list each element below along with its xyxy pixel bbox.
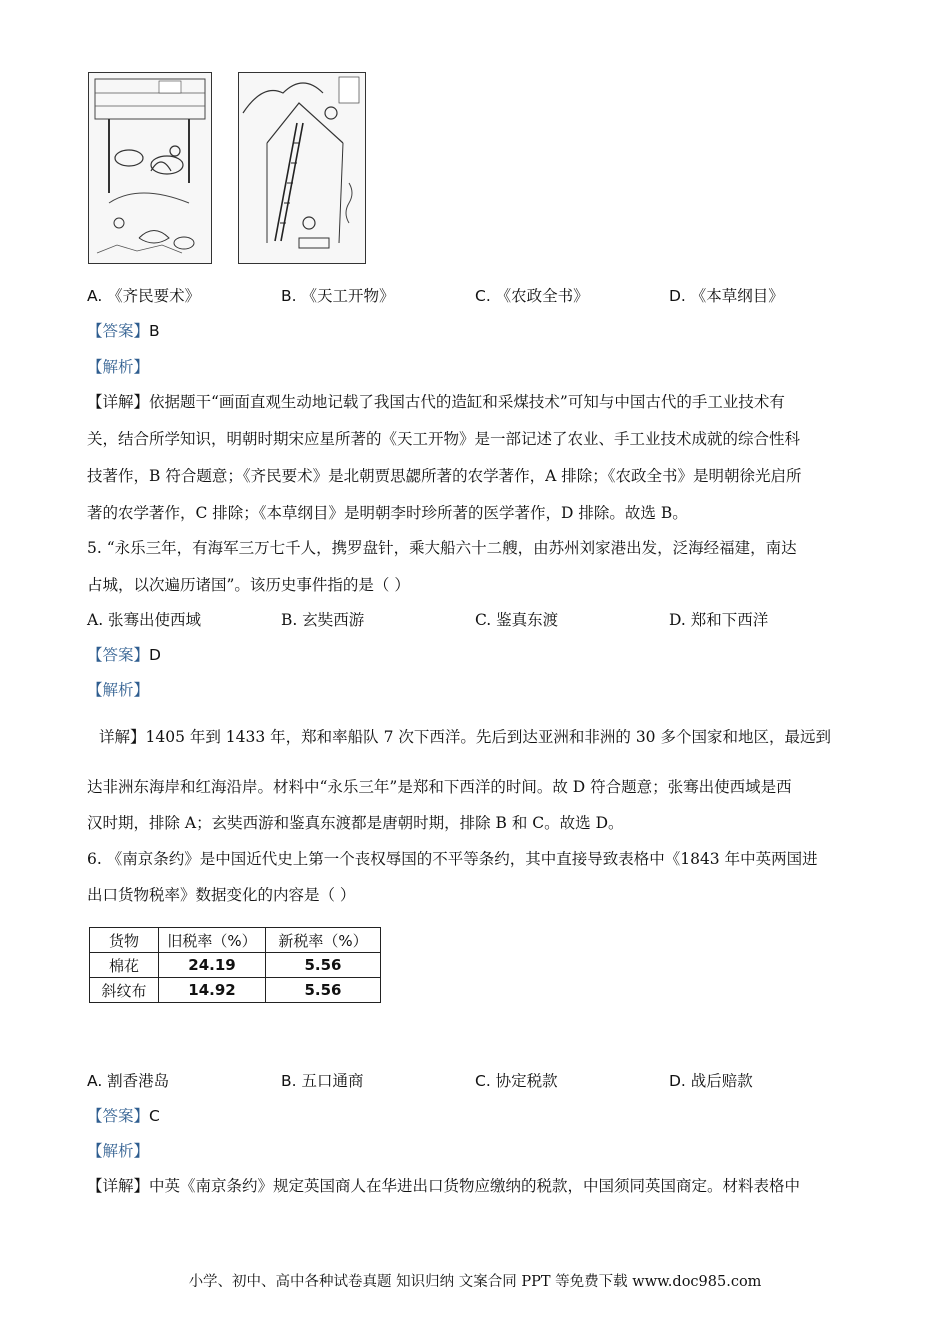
table-cell: 斜纹布 <box>90 978 159 1003</box>
q6-analysis-tag: 【解析】 <box>87 1142 150 1160</box>
q4-option-b: B. 《天工开物》 <box>281 287 395 305</box>
q4-analysis-tag: 【解析】 <box>87 358 150 376</box>
q6-option-b: B. 五口通商 <box>281 1072 364 1090</box>
table-row <box>90 953 381 978</box>
table-cell: 棉花 <box>90 953 159 978</box>
table-cell: 5.56 <box>266 978 381 1003</box>
q6-option-c: C. 协定税款 <box>475 1072 558 1090</box>
table-header-row <box>90 928 381 953</box>
q5-option-b: B. 玄奘西游 <box>281 611 365 629</box>
table-cell: 24.19 <box>159 953 266 978</box>
table-header-cell: 旧税率（%） <box>159 928 266 953</box>
q5-analysis-tag: 【解析】 <box>87 681 150 699</box>
table-cell: 14.92 <box>159 978 266 1003</box>
q5-detail-line-3: 汉时期，排除 A；玄奘西游和鉴真东渡都是唐朝时期，排除 B 和 C。故选 D。 <box>87 814 624 832</box>
q4-detail-line-1: 【详解】依据题干“画面直观生动地记载了我国古代的造缸和采煤技术”可知与中国古代的手工业技术有 <box>87 393 785 411</box>
q6-answer-value: C <box>149 1107 160 1125</box>
q4-detail-line-3: 技著作，B 符合题意；《齐民要术》是北朝贾思勰所著的农学著作，A 排除；《农政全书》是明朝徐光启所 <box>87 467 802 485</box>
q4-answer <box>87 321 160 341</box>
q6-answer <box>87 1106 160 1126</box>
illustration-pottery-making <box>88 72 212 264</box>
q6-option-d: D. 战后赔款 <box>669 1072 753 1090</box>
q6-stem-line-2: 出口货物税率》数据变化的内容是（ ） <box>87 886 356 904</box>
q5-option-d: D. 郑和下西洋 <box>669 611 769 629</box>
q4-detail-line-4: 著的农学著作，C 排除；《本草纲目》是明朝李时珍所著的医学著作，D 排除。故选 B。 <box>87 504 688 522</box>
q5-detail-line-1: 详解】1405 年到 1433 年，郑和率船队 7 次下西洋。先后到达亚洲和非洲的 30 多个国家和地区，最远到 <box>99 728 831 746</box>
q5-answer <box>87 645 161 665</box>
q5-option-a: A. 张骞出使西域 <box>87 611 202 629</box>
q6-stem-line-1: 6. 《南京条约》是中国近代史上第一个丧权辱国的不平等条约，其中直接导致表格中《1843 年中英两国进 <box>87 850 818 868</box>
page-footer: 小学、初中、高中各种试卷真题 知识归纳 文案合同 PPT 等免费下载 www.doc985.com <box>188 1274 762 1290</box>
illustration-coal-mining <box>238 72 366 264</box>
q5-answer-tag: 【答案】 <box>87 646 150 664</box>
q5-option-c: C. 鉴真东渡 <box>475 611 559 629</box>
q5-stem-line-2: 占城，以次遍历诸国”。该历史事件指的是（ ） <box>87 576 410 594</box>
table-row <box>90 978 381 1003</box>
q5-answer-value: D <box>149 646 161 664</box>
q4-answer-tag: 【答案】 <box>87 322 150 340</box>
q6-detail-line-1: 【详解】中英《南京条约》规定英国商人在华进出口货物应缴纳的税款，中国须同英国商定。材料表格中 <box>87 1177 801 1195</box>
tax-rate-table <box>89 927 381 1003</box>
table-header-cell: 新税率（%） <box>266 928 381 953</box>
q4-answer-value: B <box>149 322 160 340</box>
q4-option-a: A. 《齐民要术》 <box>87 287 201 305</box>
q5-stem-line-1: 5. “永乐三年，有海军三万七千人，携罗盘针，乘大船六十二艘，由苏州刘家港出发，泛海经福建，南达 <box>87 539 797 557</box>
table-header-cell: 货物 <box>90 928 159 953</box>
q6-answer-tag: 【答案】 <box>87 1107 150 1125</box>
q5-detail-line-2: 达非洲东海岸和红海沿岸。材料中“永乐三年”是郑和下西洋的时间。故 D 符合题意；张骞出使西域是西 <box>87 778 792 796</box>
q4-detail-line-2: 关，结合所学知识，明朝时期宋应星所著的《天工开物》是一部记述了农业、手工业技术成就的综合性科 <box>87 430 801 448</box>
table-cell: 5.56 <box>266 953 381 978</box>
q6-option-a: A. 割香港岛 <box>87 1072 170 1090</box>
q4-option-c: C. 《农政全书》 <box>475 287 589 305</box>
q4-option-d: D. 《本草纲目》 <box>669 287 784 305</box>
